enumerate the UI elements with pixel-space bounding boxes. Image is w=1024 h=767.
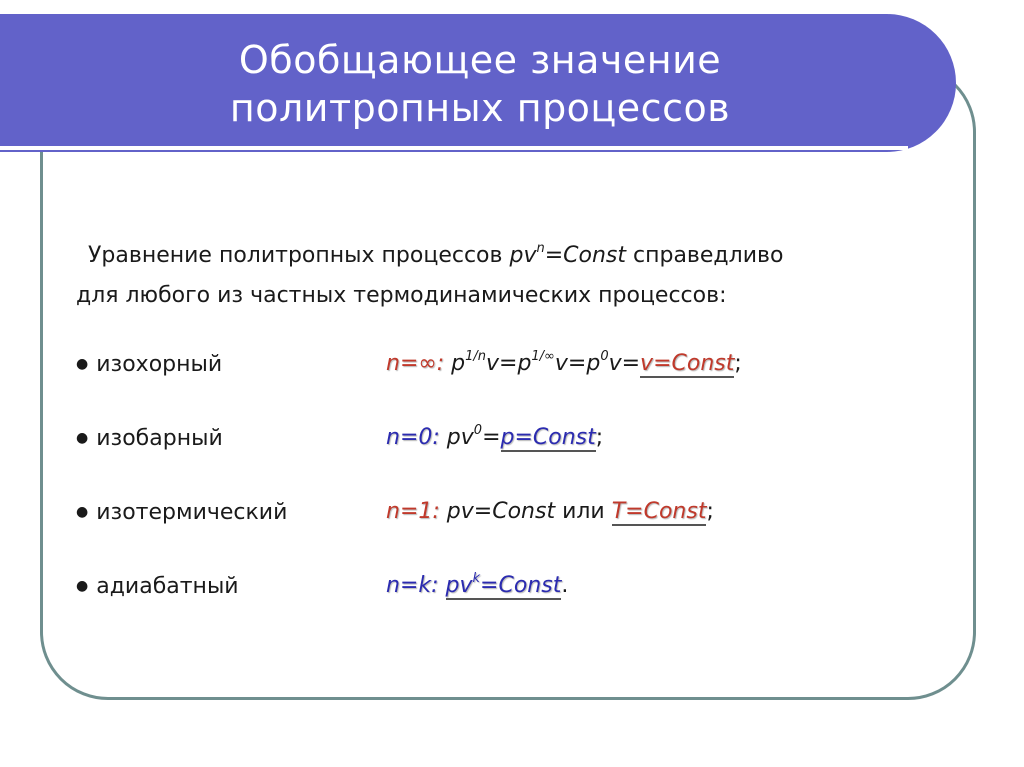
- process-condition: n=0:: [386, 425, 440, 450]
- formula-end: .: [561, 573, 569, 598]
- formula-exponent: 0: [473, 422, 483, 438]
- formula-part: =Const: [480, 573, 562, 598]
- formula-part: v=: [608, 351, 641, 376]
- intro-text-after: справедливо: [626, 243, 784, 268]
- process-result: T=Const: [611, 499, 707, 524]
- process-condition: n=k:: [386, 573, 439, 598]
- bullet-icon: ●: [76, 356, 89, 372]
- process-condition: n=∞:: [386, 351, 445, 376]
- process-result: v=Const: [640, 351, 735, 376]
- process-name: изохорный: [96, 352, 223, 377]
- formula-exponent: 1/n: [465, 348, 486, 364]
- process-row-isothermal: [76, 494, 956, 530]
- bullet-icon: ●: [76, 504, 89, 520]
- intro-equation-const: =Const: [544, 243, 627, 268]
- formula-exponent: k: [472, 570, 481, 586]
- formula-end: ;: [734, 351, 742, 376]
- title-line-1: Обобщающее значение: [238, 38, 722, 82]
- process-row-isochoric: [76, 346, 956, 382]
- title-banner: [0, 14, 956, 152]
- formula-part: pv: [446, 425, 474, 450]
- intro-line-1: [76, 236, 936, 276]
- formula-part: или: [555, 499, 612, 524]
- process-row-isobaric: [76, 420, 956, 456]
- formula-part: p: [451, 351, 466, 376]
- process-condition: n=1:: [386, 499, 440, 524]
- bullet-icon: ●: [76, 578, 89, 594]
- intro-line-2: для любого из частных термодинамических процессов:: [76, 283, 727, 308]
- process-result: [445, 570, 562, 600]
- formula-exponent: 0: [600, 348, 609, 364]
- process-name: адиабатный: [96, 574, 239, 599]
- intro-equation-exponent: n: [536, 240, 545, 256]
- formula-end: ;: [595, 425, 604, 450]
- intro-equation-pv: pv: [509, 243, 537, 268]
- process-name: изобарный: [96, 426, 223, 451]
- formula-part: v=p: [485, 351, 532, 376]
- formula-part: pv=Const: [446, 499, 556, 524]
- title-line-2: политропных процессов: [229, 86, 731, 130]
- process-row-adiabatic: [76, 568, 956, 604]
- intro-text-before: Уравнение политропных процессов: [88, 243, 510, 268]
- process-formula: [386, 494, 714, 530]
- intro-paragraph: [76, 236, 936, 316]
- formula-part: v=p: [554, 351, 601, 376]
- process-formula: [386, 346, 742, 382]
- formula-end: ;: [706, 499, 714, 524]
- formula-exponent: 1/∞: [531, 348, 555, 364]
- formula-part: =: [482, 425, 501, 450]
- title-underline: [0, 146, 908, 150]
- process-formula: [386, 420, 603, 456]
- bullet-icon: ●: [76, 430, 89, 446]
- process-result: p=Const: [500, 425, 596, 450]
- slide-title: [0, 36, 960, 132]
- process-name: изотермический: [96, 500, 288, 525]
- process-formula: [386, 568, 568, 604]
- formula-part: pv: [445, 573, 473, 598]
